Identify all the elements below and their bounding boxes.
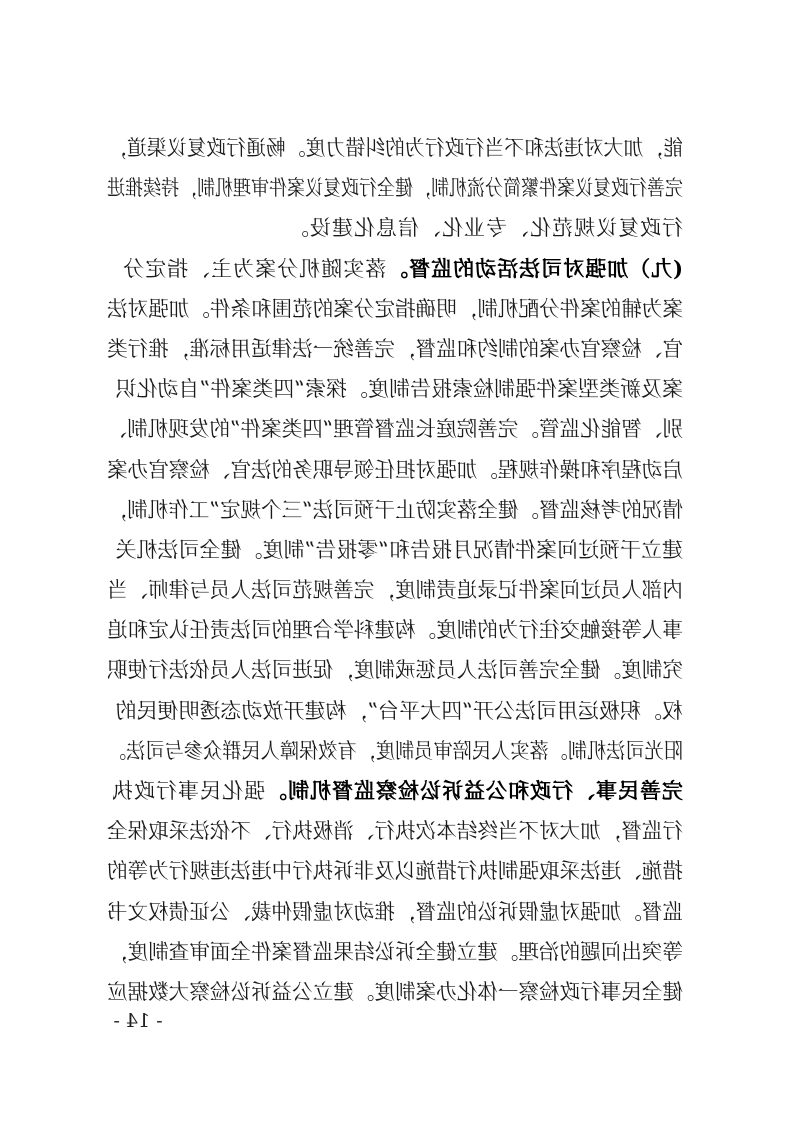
body-line-12: 内部人员过问案件记录追责制度，完善规范司法人员与律师、当 xyxy=(106,578,683,603)
body-line-7: 案及新类型案件强制检索报告制度。探索“四类案件”自动化识 xyxy=(115,377,683,402)
body-line-20: 监督。加强对虚假诉讼的监督，推动对虚假仲裁、公证债权文书 xyxy=(106,899,683,924)
body-line-3: 行政复议规范化、专业化、信息化建设。 xyxy=(287,216,683,241)
section-heading-9 xyxy=(107,249,683,289)
page-number: - 14 - xyxy=(113,1010,163,1032)
body-line-21: 等突出问题的治理。建立健全诉讼结果监督案件全面审查制度， xyxy=(106,939,683,964)
section-heading-10-title: 完善民事、行政和公益诉讼检察监督机制。 xyxy=(265,778,683,803)
body-line-11: 建立干预过问案件情况月报告和“零报告”制度。健全司法机关 xyxy=(115,537,683,562)
body-line-22: 健全民事行政检察一体化办案制度。建立公益诉讼检察大数据应 xyxy=(106,979,683,1004)
body-line-5: 案为辅的案件分配机制，明确指定分案的范围和条件。加强对法 xyxy=(106,296,683,321)
section-heading-10-text: 强化民事行政执 xyxy=(111,779,265,803)
body-line-15: 权。积极运用司法公开“四大平台”，构建开放动态透明便民的 xyxy=(115,698,683,723)
section-heading-9-text: 落实随机分案为主、指定分 xyxy=(122,256,387,281)
section-heading-10 xyxy=(107,771,683,811)
body-line-14: 究制度。健全完善司法人员惩戒制度，促进司法人员依法行使职 xyxy=(106,658,683,683)
section-heading-9-title: (九）加强对司法活动的监督。 xyxy=(386,255,683,281)
body-line-1: 能，加大对违法和不当行政行为的纠错力度。畅通行政复议渠道， xyxy=(107,136,683,160)
body-line-16: 阳光司法机制。落实人民陪审员制度，有效保障人民群众参与司法。 xyxy=(106,738,683,763)
body-line-10: 情况的考核监督。健全落实防止干预司法“三个规定”工作机制， xyxy=(106,497,683,522)
body-line-19: 措施、违法采取强制执行措施以及非诉执行中违法违规行为等的 xyxy=(106,859,683,884)
body-line-9: 启动程序和操作规程。加强对担任领导职务的法官、检察官办案 xyxy=(106,457,683,482)
body-line-18: 行监督，加大对不当终结本次执行、消极执行、不依法采取保全 xyxy=(106,819,683,844)
document-body xyxy=(107,128,683,1012)
body-line-13: 事人等接触交往行为的制度。构建科学合理的司法责任认定和追 xyxy=(106,618,683,643)
body-line-2: 完善行政复议案件繁简分流机制，健全行政复议案件审理机制，持续推进 xyxy=(107,176,683,201)
body-line-8: 别、智能化监管。完善院庭长监督管理“四类案件”的发现机制、 xyxy=(106,417,683,442)
body-line-6: 官、检察官办案的制约和监督，完善统一法律适用标准，推行类 xyxy=(106,336,683,361)
